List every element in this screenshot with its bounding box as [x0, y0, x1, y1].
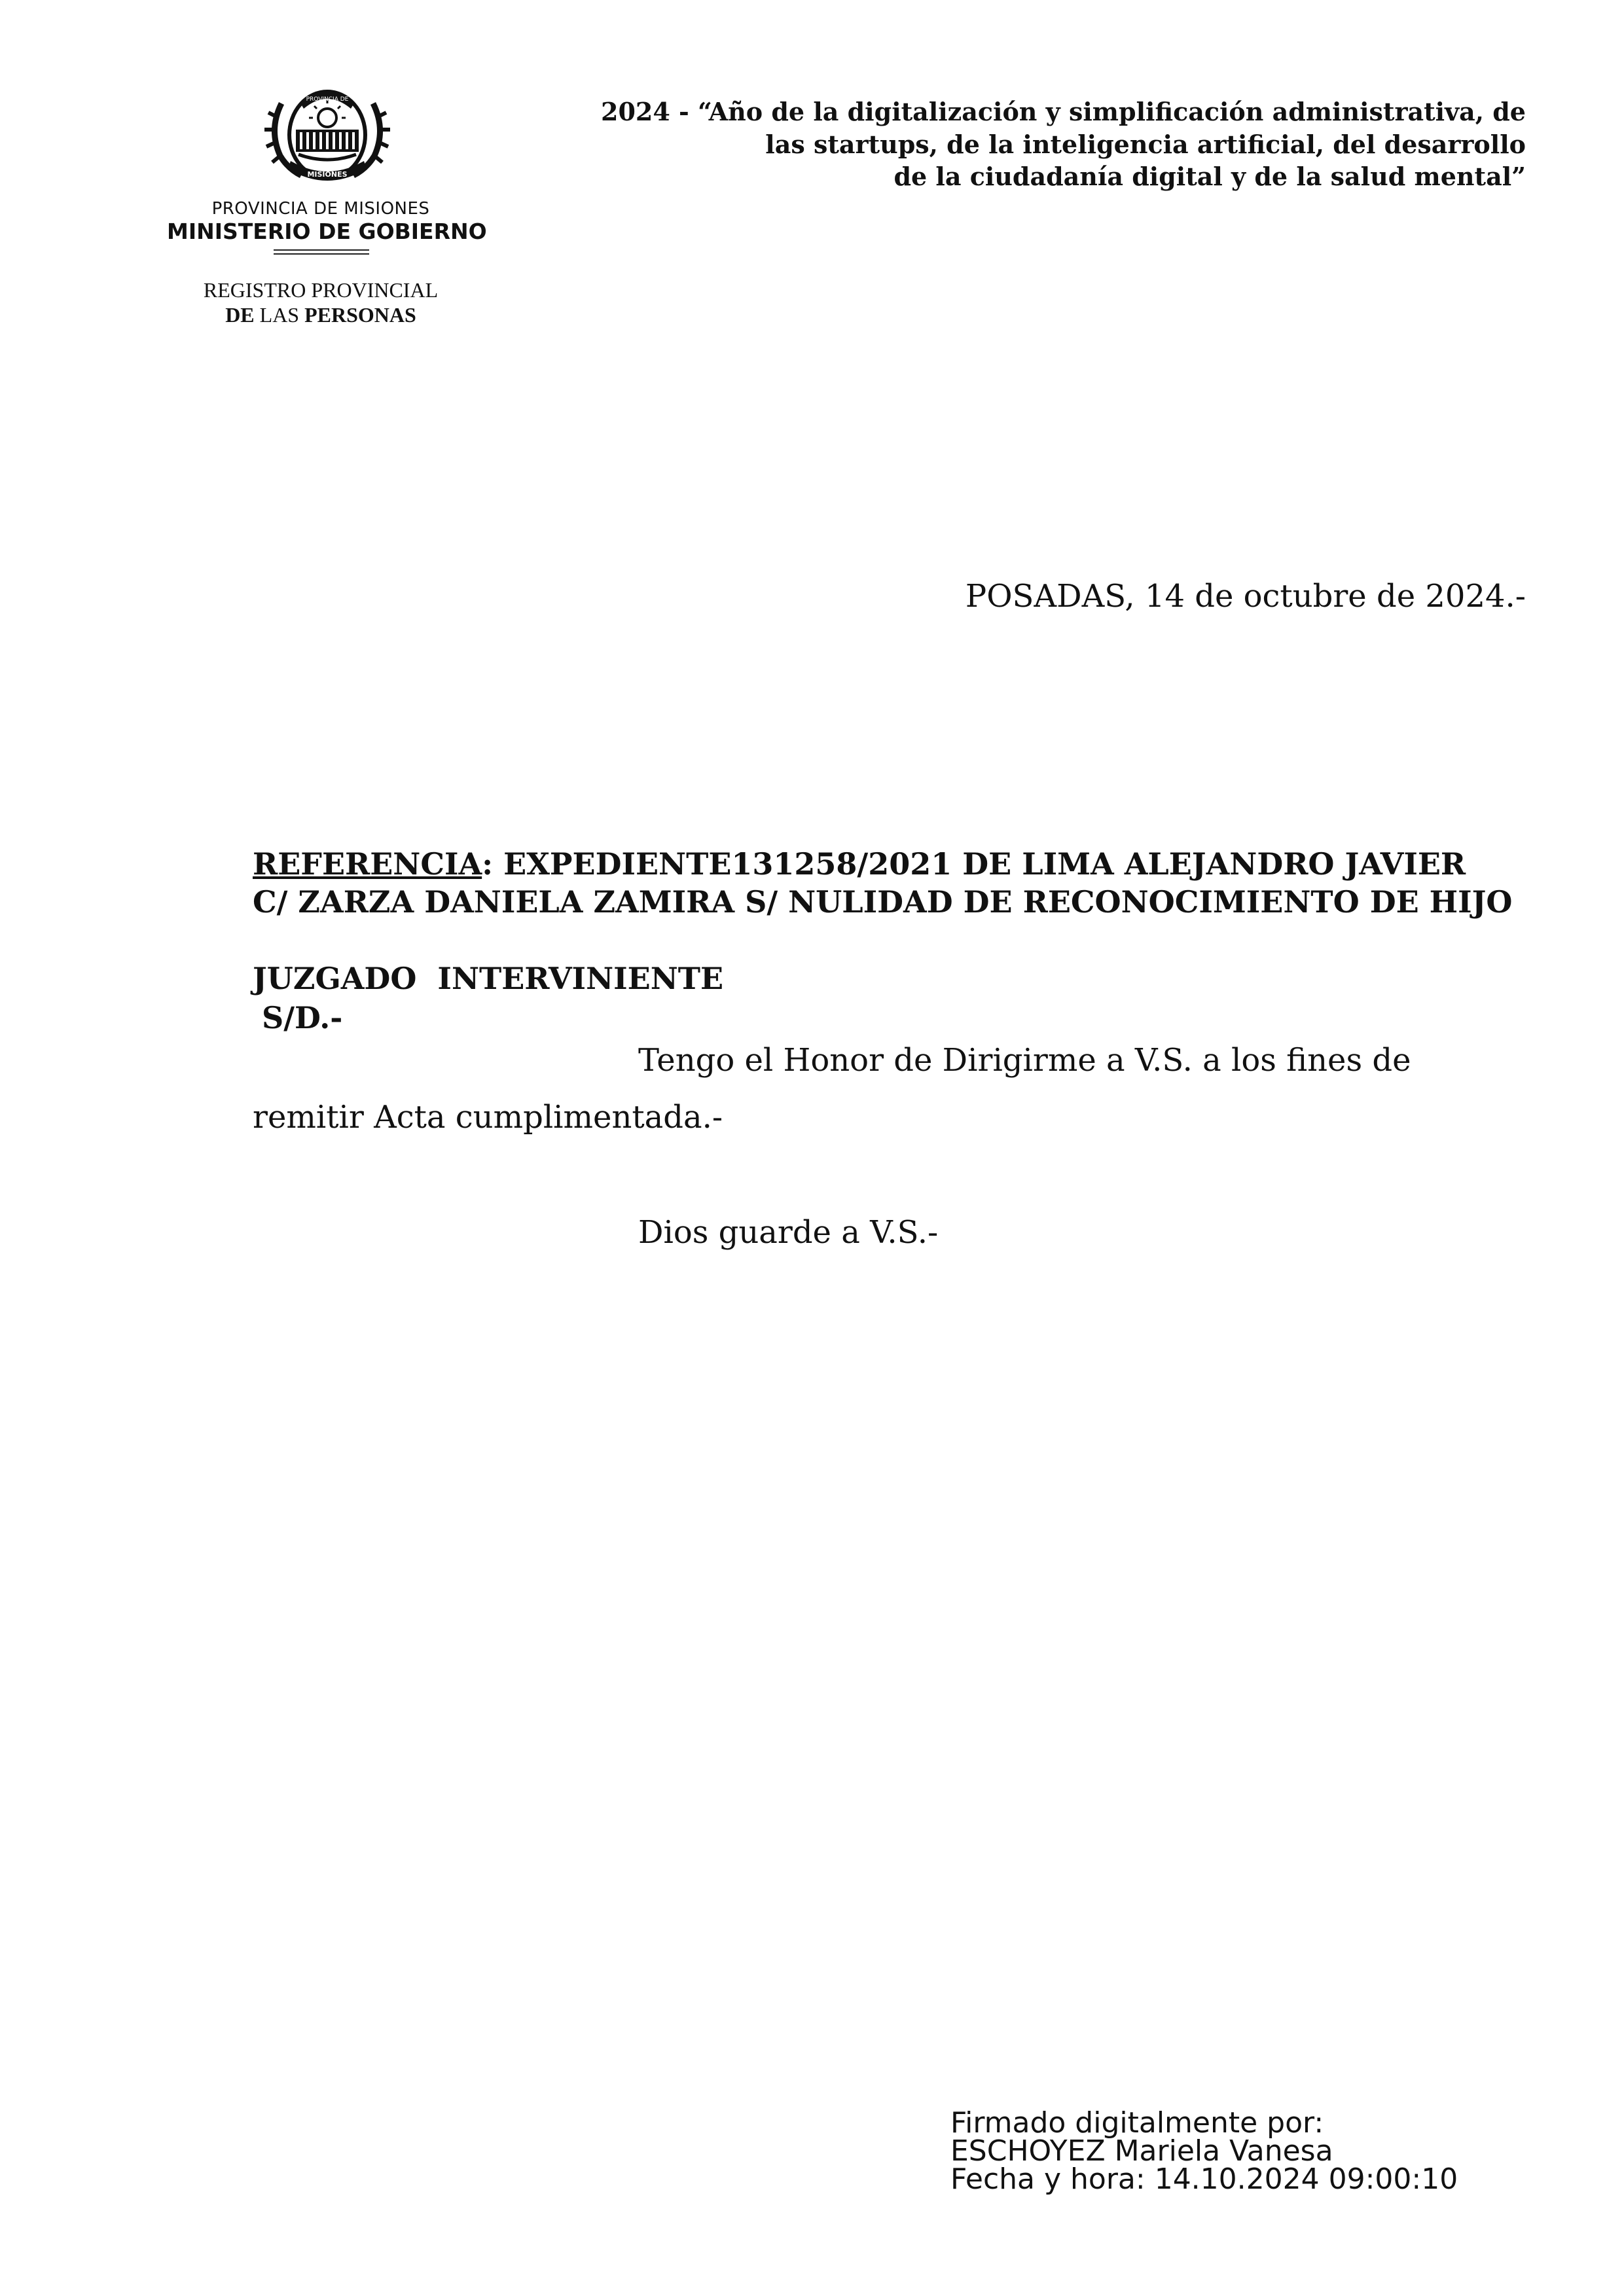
- seal-ribbon-bottom-text: MISIONES: [307, 170, 348, 179]
- registry-las: LAS: [259, 303, 300, 327]
- year-motto-line2: las startups, de la inteligencia artificial, del desarrollo: [765, 130, 1526, 159]
- registry-name-line2: [151, 303, 491, 327]
- addressee-sd: S/D.-: [262, 1000, 343, 1035]
- reference-line2: C/ ZARZA DANIELA ZAMIRA S/ NULIDAD DE RECONOCIMIENTO DE HIJO: [253, 884, 1513, 920]
- year-motto-line3: de la ciudadanía digital y de la salud mental”: [893, 162, 1526, 191]
- registry-name-line1: REGISTRO PROVINCIAL: [203, 278, 439, 302]
- signer-name: ESCHOYEZ Mariela Vanesa: [950, 2134, 1333, 2168]
- place-and-date: POSADAS, 14 de octubre de 2024.-: [965, 578, 1526, 615]
- logo-divider: [274, 249, 369, 255]
- reference-label: REFERENCIA: [253, 846, 482, 882]
- addressee-court: JUZGADO INTERVINIENTE: [253, 961, 724, 996]
- reference-line1: [253, 846, 1466, 882]
- signature-header: Firmado digitalmente por:: [950, 2106, 1324, 2140]
- provincia-de-misiones-seal-icon: [262, 77, 393, 190]
- year-motto-line1: 2024 - “Año de la digitalización y simplificación administrativa, de: [601, 97, 1526, 126]
- signature-timestamp: Fecha y hora: 14.10.2024 09:00:10: [950, 2162, 1458, 2196]
- body-line1: Tengo el Honor de Dirigirme a V.S. a los fines de: [638, 1042, 1411, 1079]
- closing-salutation: Dios guarde a V.S.-: [638, 1214, 939, 1251]
- reference-case-number: : EXPEDIENTE131258/2021 DE LIMA ALEJANDRO JAVIER: [482, 846, 1466, 882]
- province-name: PROVINCIA DE MISIONES: [211, 199, 430, 219]
- ministry-name: MINISTERIO DE GOBIERNO: [167, 219, 487, 244]
- registry-personas: PERSONAS: [304, 303, 416, 327]
- body-line2: remitir Acta cumplimentada.-: [253, 1099, 723, 1136]
- seal-ribbon-top-text: PROVINCIA DE: [306, 96, 349, 103]
- registry-de: DE: [225, 303, 255, 327]
